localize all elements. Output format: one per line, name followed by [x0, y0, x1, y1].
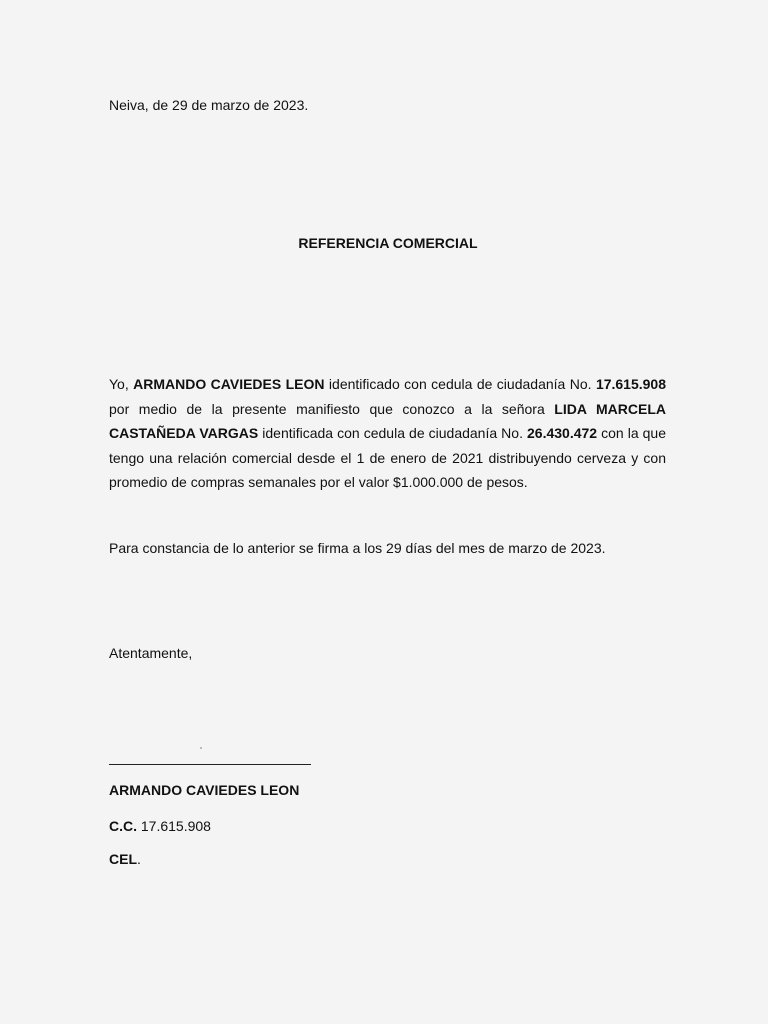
- referrer-id-number: 17.615.908: [595, 376, 667, 392]
- scan-speck: [200, 747, 202, 749]
- signer-phone: [109, 851, 141, 867]
- body-segment-4: identificada con cedula de ciudadanía No.: [258, 425, 527, 441]
- letter-body: [109, 372, 666, 495]
- signature-line: [109, 764, 311, 765]
- closing-statement: Para constancia de lo anterior se firma a los 29 días del mes de marzo de 2023.: [109, 540, 606, 556]
- client-name: LIDA MARCELA CASTAÑEDA VARGAS: [109, 400, 666, 441]
- document-title: REFERENCIA COMERCIAL: [298, 235, 478, 251]
- referrer-name: ARMANDO CAVIEDES LEON: [133, 376, 325, 392]
- body-segment-3: por medio de la presente manifiesto que conozco a la señora: [109, 400, 555, 417]
- regards-text: Atentamente,: [109, 645, 193, 661]
- signer-id-label: C.C.: [109, 818, 137, 834]
- signer-phone-value: .: [137, 851, 141, 867]
- body-segment-5: con la que tengo una relación comercial desde el 1 de enero de 2021 distribuyendo cerveza y con promedio de compras semanales por el valor $1.000.000 de pesos.: [109, 425, 667, 490]
- signer-id-value: 17.615.908: [137, 818, 211, 834]
- place-date: Neiva, de 29 de marzo de 2023.: [109, 97, 309, 113]
- signer-name: ARMANDO CAVIEDES LEON: [109, 782, 300, 798]
- signer-id: [109, 818, 211, 834]
- body-segment-2: identificado con cedula de ciudadanía No.: [324, 376, 596, 392]
- body-segment-1: Yo,: [109, 376, 134, 392]
- client-id-number: 26.430.472: [527, 425, 598, 441]
- signer-phone-label: CEL: [109, 851, 137, 867]
